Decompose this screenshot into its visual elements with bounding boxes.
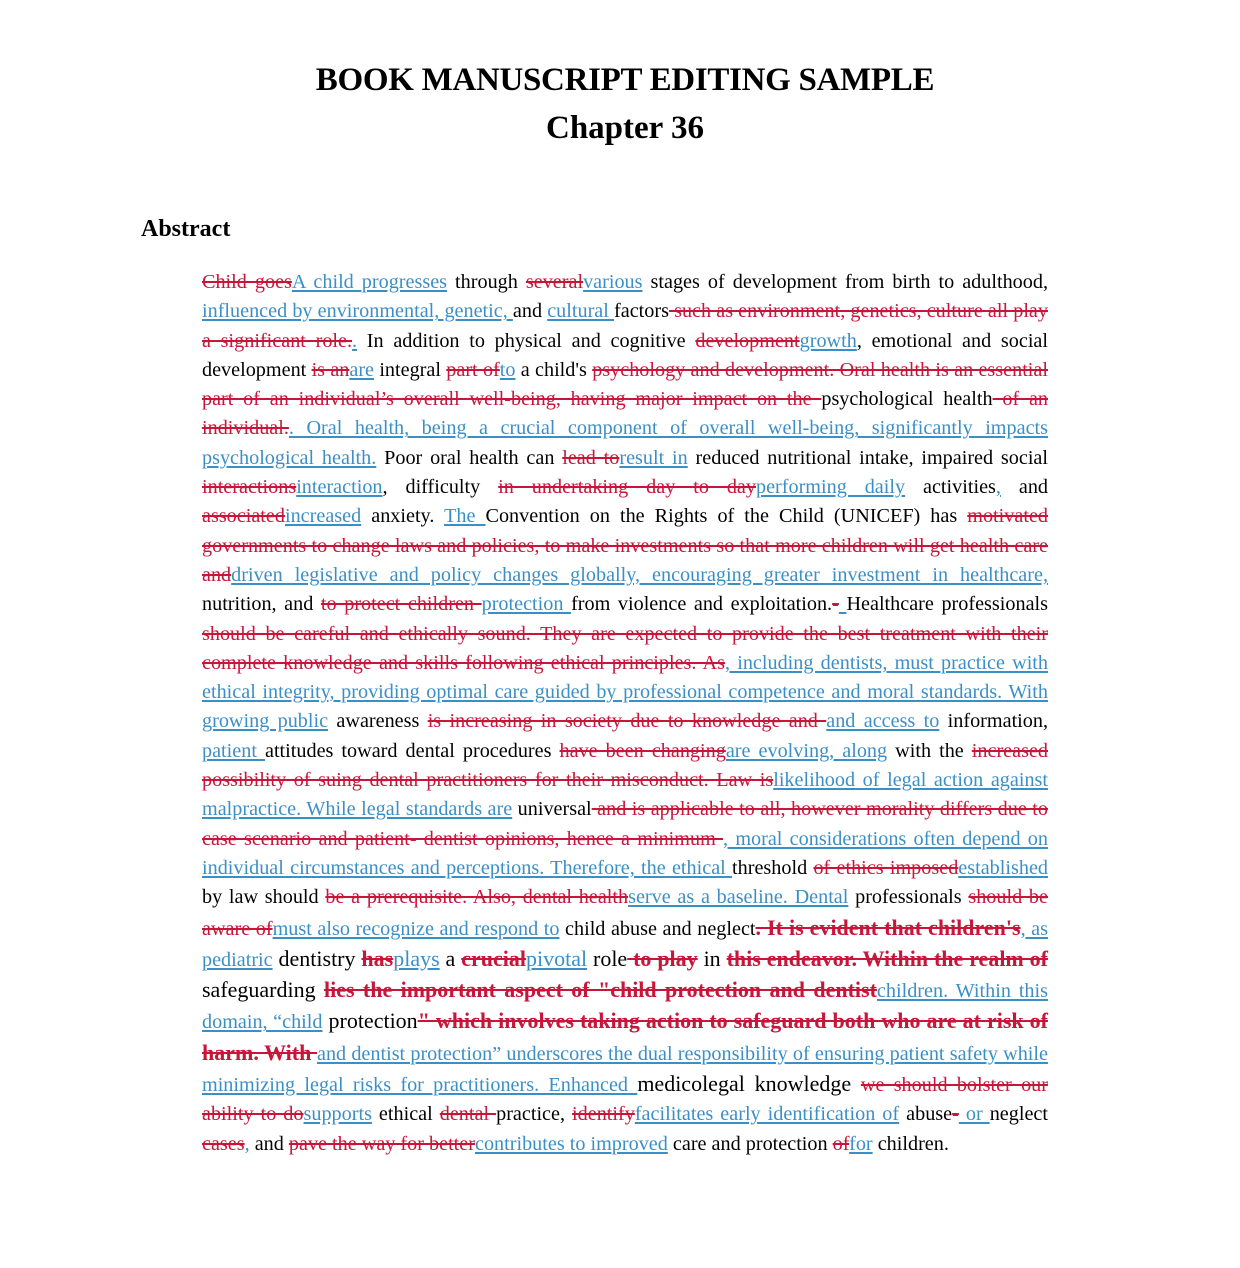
insertion-run: to: [499, 358, 516, 381]
deletion-run: has: [361, 945, 394, 971]
text-run: stages of development from birth to adulthood,: [642, 271, 1048, 293]
section-heading-abstract: Abstract: [141, 216, 231, 242]
text-run: In addition to physical and cognitive: [357, 329, 696, 352]
insertion-run: established: [958, 856, 1048, 879]
text-run: and: [1000, 476, 1049, 499]
deletion-run: identify: [572, 1103, 635, 1126]
deletion-run: be a prerequisite. Also, dental health: [325, 886, 629, 909]
text-run: factors: [614, 300, 669, 323]
text-run: practice,: [496, 1103, 573, 1126]
deletion-run: interactions: [202, 476, 297, 499]
text-run: integral: [374, 358, 447, 381]
text-run: neglect: [989, 1103, 1048, 1126]
deletion-run: should be careful and ethically sound. They are expected to provide the best treatment with their complete knowledge and skills following ethical principles. As: [202, 622, 1048, 674]
text-run: in: [697, 945, 727, 971]
text-run: a child's: [515, 358, 593, 381]
text-run: a: [439, 945, 462, 971]
insertion-run: must also recognize and respond to: [272, 917, 560, 940]
insertion-run: , including dentists, must practice with ethical integrity, providing optimal care guided by professional competence and moral standards. With growing public: [202, 651, 1049, 733]
chapter-heading: Chapter 36: [546, 110, 704, 146]
deletion-run: crucial: [461, 945, 526, 971]
text-run: dentistry: [272, 945, 362, 971]
deletion-run: motivated governments to change laws and policies, to make investments so that more children will get health care and: [202, 505, 1048, 586]
text-run: child abuse and neglect: [559, 917, 756, 940]
deletion-run: lead to: [562, 446, 620, 469]
insertion-run: result in: [619, 446, 688, 469]
insertion-run: various: [583, 271, 643, 293]
insertion-run: plays: [393, 945, 440, 971]
deletion-run: is an: [311, 358, 350, 381]
deletion-run: of ethics imposed: [813, 856, 959, 879]
insertion-run: are: [349, 358, 375, 381]
text-run: , difficulty: [382, 476, 499, 499]
text-run: care and protection: [667, 1132, 833, 1155]
text-run: Poor oral health can: [376, 446, 563, 469]
deletion-run: should be aware of: [202, 886, 1048, 940]
text-run: activities: [905, 476, 996, 499]
text-run: abuse: [899, 1103, 953, 1126]
insertion-run: likelihood of legal action against malpractice. While legal standards are: [202, 769, 1048, 821]
deletion-run: increased possibility of suing dental practitioners for their misconduct. Law is: [202, 739, 1049, 792]
insertion-run: for: [849, 1132, 873, 1155]
deletion-run: . It is evident that children's: [755, 914, 1021, 940]
text-run: reduced nutritional intake, impaired social: [687, 446, 1048, 469]
deletion-run: this endeavor. Within the realm of: [726, 945, 1048, 971]
text-run: psychological health: [821, 388, 993, 411]
text-run: universal: [512, 798, 592, 821]
insertion-run: supports: [303, 1103, 372, 1126]
text-run: and: [249, 1132, 289, 1155]
text-run: information,: [939, 710, 1049, 733]
deletion-run: psychology and development. Oral health is an essential part of an individual’s overall well-being, having major impact on the: [202, 358, 1048, 411]
abstract-paragraph: [202, 268, 1048, 1159]
text-run: professionals: [848, 886, 969, 909]
text-run: awareness: [328, 710, 428, 733]
text-run: nutrition, and: [202, 593, 321, 616]
insertion-run: pivotal: [525, 945, 588, 971]
deletion-run: of: [832, 1132, 850, 1155]
insertion-run: facilitates early identification of: [634, 1103, 900, 1126]
insertion-run: interaction: [296, 476, 383, 499]
insertion-run: or: [958, 1103, 990, 1126]
text-run: from violence and exploitation.: [571, 593, 833, 616]
insertion-run: performing daily: [755, 476, 906, 499]
deletion-run: " which involves taking action to safeguard both who are at risk of harm. With: [202, 1008, 1048, 1065]
deletion-run: several: [525, 271, 584, 293]
insertion-run: growth: [799, 329, 857, 352]
text-run: , emotional and social development: [202, 329, 1048, 381]
deletion-run: -: [832, 593, 839, 616]
insertion-run: , moral considerations often depend on individual circumstances and perceptions. Therefore, the ethical: [202, 827, 1048, 879]
text-run: by law should: [202, 886, 326, 909]
text-run: with the: [887, 739, 972, 762]
insertion-run: ,: [995, 476, 1001, 499]
deletion-run: pave the way for better: [288, 1132, 475, 1155]
text-run: protection: [322, 1008, 418, 1034]
text-run: Convention on the Rights of the Child (UNICEF) has: [485, 505, 968, 528]
deletion-run: -: [952, 1103, 959, 1126]
insertion-run: and dentist protection” underscores the dual responsibility of ensuring patient safety while minimizing legal risks for practitioners. Enhanced: [202, 1042, 1048, 1097]
insertion-run: A child progresses: [291, 271, 448, 293]
deletion-run: of an individual.: [202, 388, 1048, 440]
text-run: children.: [872, 1132, 949, 1155]
deletion-run: associated: [202, 505, 285, 528]
text-run: anxiety.: [361, 505, 445, 528]
deletion-run: Child goes: [202, 271, 292, 293]
text-run: through: [447, 271, 526, 293]
deletion-run: to protect children: [320, 593, 482, 616]
text-run: ethical: [371, 1103, 440, 1126]
deletion-run: cases: [202, 1132, 245, 1155]
deletion-run: have been changing: [559, 739, 726, 762]
insertion-run: . Oral health, being a crucial component of overall well-being, significantly impacts psychological health.: [202, 417, 1048, 469]
deletion-run: such as environment, genetics, culture all play a significant role.: [202, 300, 1048, 352]
insertion-run: driven legislative and policy changes globally, encouraging greater investment in healthcare,: [231, 563, 1048, 586]
insertion-run: influenced by environmental, genetic,: [202, 300, 513, 323]
document-title: BOOK MANUSCRIPT EDITING SAMPLE: [315, 62, 935, 98]
deletion-run: is increasing in society due to knowledge and: [427, 710, 827, 733]
insertion-run: The: [444, 505, 486, 528]
deletion-run: part of: [446, 358, 500, 381]
text-run: and: [512, 300, 548, 323]
deletion-run: dental: [439, 1103, 497, 1126]
deletion-run: in undertaking day to day: [498, 476, 756, 499]
insertion-run: serve as a baseline. Dental: [628, 886, 849, 909]
deletion-run: development: [695, 329, 800, 352]
text-run: medicolegal knowledge: [637, 1071, 861, 1097]
text-run: role: [587, 945, 628, 971]
deletion-run: and is applicable to all, however morality differs due to case scenario and patient- dentist opinions, hence a minimum: [202, 798, 1049, 850]
insertion-run: are evolving, along: [725, 739, 888, 762]
text-run: threshold: [732, 856, 814, 879]
text-run: attitudes toward dental procedures: [264, 739, 560, 762]
insertion-run: increased: [284, 505, 362, 528]
insertion-run: and access to: [826, 710, 940, 733]
text-run: Healthcare professionals: [846, 593, 1048, 616]
insertion-run: contributes to improved: [474, 1132, 668, 1155]
deletion-run: we should bolster our ability to do: [202, 1074, 1048, 1126]
insertion-run: , as pediatric: [202, 917, 1049, 971]
text-run: safeguarding: [202, 977, 324, 1003]
insertion-run: .: [352, 329, 358, 352]
insertion-run: patient: [202, 739, 265, 762]
insertion-run: cultural: [547, 300, 615, 323]
deletion-run: to play: [627, 945, 698, 971]
insertion-run: children. Within this domain, “child: [202, 980, 1048, 1034]
insertion-run: protection: [481, 593, 572, 616]
deletion-run: lies the important aspect of "child protection and dentist: [323, 977, 877, 1003]
insertion-run: ,: [244, 1132, 250, 1155]
